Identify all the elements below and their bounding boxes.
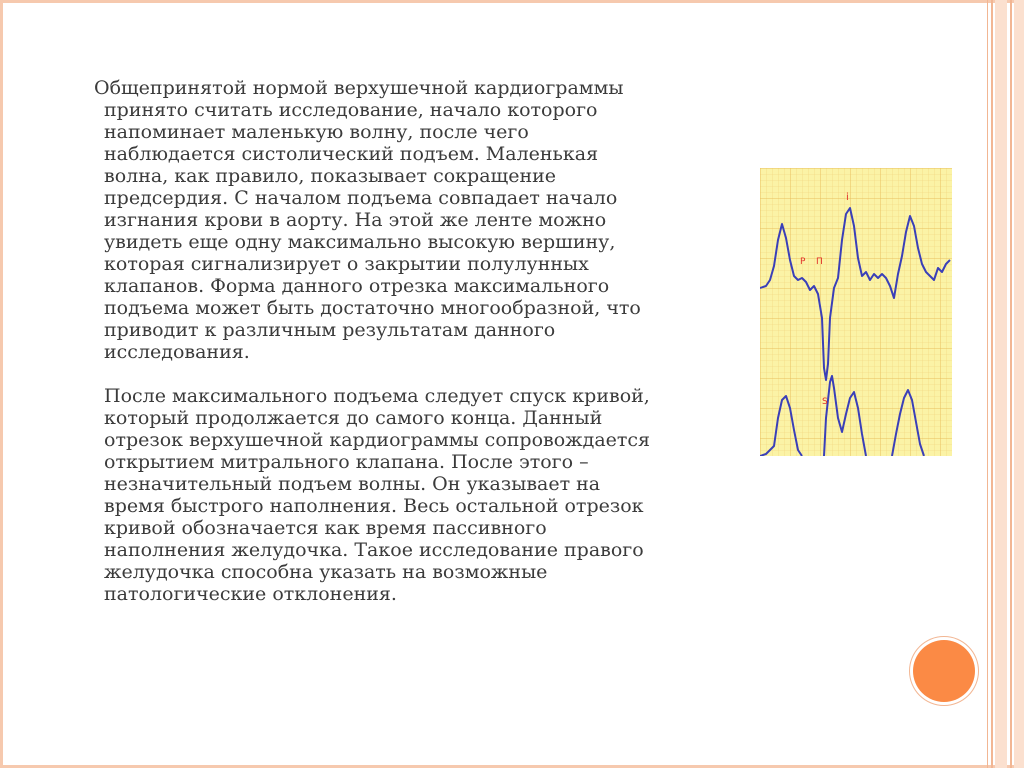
decorative-orange-circle bbox=[913, 640, 975, 702]
stripe bbox=[991, 0, 993, 768]
slide-body-text bbox=[94, 77, 704, 605]
ecg-chart bbox=[760, 168, 952, 456]
decorative-right-stripes bbox=[979, 0, 1024, 768]
ecg-label-s: S bbox=[822, 397, 828, 407]
ecg-label-p: P bbox=[800, 257, 806, 267]
paragraph-descent-phase: После максимального подъема следует спуск кривой, который продолжается до самого конца. Данный отрезок верхушечной кардиограммы сопровождается открытием митрального клапана. После этого – незначительный подъем волны. Он указывает на время быстрого наполнения. Весь остальной отрезок кривой обозначается как время пассивного наполнения желудочка. Такое исследование правого желудочка способна указать на возможные патологические отклонения. bbox=[104, 385, 651, 605]
stripe bbox=[1014, 0, 1024, 768]
paragraph-apex-cardiogram-norm: Общепринятой нормой верхушечной кардиограммы принято считать исследование, начало которого напоминает маленькую волну, после чего наблюдается систолический подъем. Маленькая волна, как правило, показывает сокращение предсердия. С началом подъема совпадает начало изгнания крови в аорту. На этой же ленте можно увидеть еще одну максимально высокую вершину, которая сигнализирует о закрытии полулунных клапанов. Форма данного отрезка максимального подъема может быть достаточно многообразной, что приводит к различным результатам данного исследования. bbox=[94, 77, 641, 363]
ecg-label-pi: П bbox=[816, 257, 823, 267]
stripe bbox=[987, 0, 988, 768]
ecg-image bbox=[760, 168, 952, 456]
stripe bbox=[1010, 0, 1012, 768]
ecg-label-i: i bbox=[846, 192, 849, 203]
stripe bbox=[995, 0, 1007, 768]
